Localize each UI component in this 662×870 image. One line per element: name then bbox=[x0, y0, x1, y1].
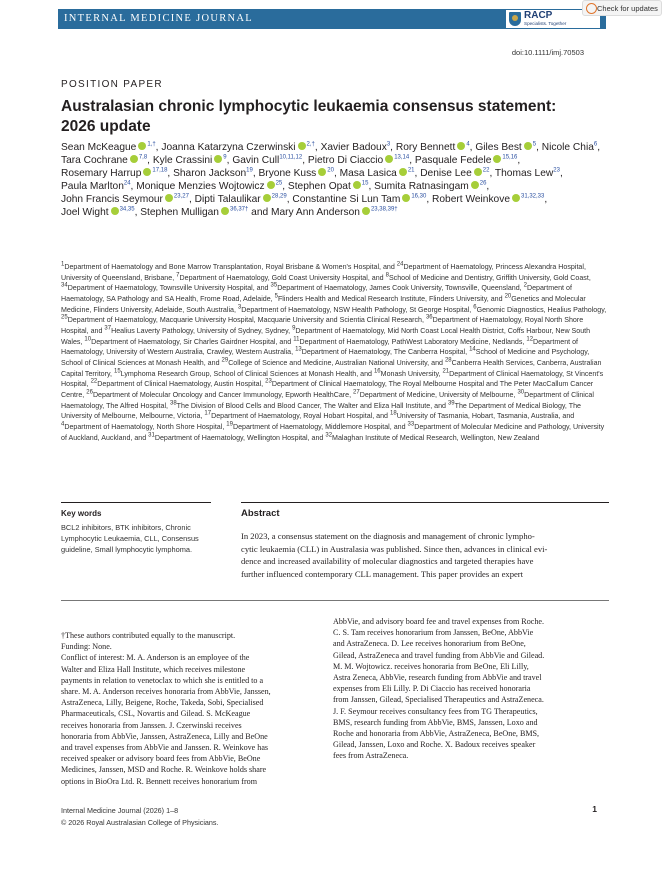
footnote-right-column bbox=[333, 616, 598, 762]
abstract-divider bbox=[241, 502, 609, 503]
affiliation-number: 38 bbox=[169, 400, 177, 407]
affiliation-text: Department of Clinical Haematology, The Alfred Hospital, bbox=[61, 390, 594, 410]
check-updates-icon bbox=[586, 3, 597, 14]
author-name[interactable]: Pasquale Fedele bbox=[414, 155, 492, 167]
affiliation-item bbox=[84, 338, 291, 346]
abstract-line: dence and increased availability of molecular diagnostics and targeted therapies have bbox=[241, 556, 534, 566]
orcid-icon[interactable] bbox=[267, 181, 275, 189]
footnote-divider bbox=[61, 600, 609, 601]
author-affiliation-ref[interactable]: 36,37† bbox=[229, 207, 249, 214]
author-item bbox=[321, 142, 391, 153]
affiliation-number: 6 bbox=[473, 304, 477, 311]
footnote-line: †These authors contributed equally to the manuscript. bbox=[61, 631, 236, 640]
affiliation-item bbox=[204, 412, 388, 420]
orcid-icon[interactable] bbox=[493, 155, 501, 163]
footnote-left-column bbox=[61, 630, 326, 787]
orcid-icon[interactable] bbox=[263, 194, 271, 202]
affiliation-item bbox=[222, 359, 443, 367]
racp-tagline: Specialists. Together bbox=[524, 21, 567, 26]
author-item bbox=[308, 155, 409, 166]
affiliation-text: Department of Haematology, Macquarie University Hospital, Macquarie University and Scientia Clinical Research, bbox=[67, 316, 424, 325]
footnote-line: AbbVie, and advisory board fee and travel expenses from Roche. bbox=[333, 617, 545, 626]
affiliation-text: Canberra Health Services, Canberra, Australian Capital Territory, bbox=[61, 358, 602, 378]
author-affiliation-ref[interactable]: 5 bbox=[532, 141, 537, 148]
affiliation-number: 9 bbox=[292, 325, 296, 332]
author-name[interactable]: Bryone Kuss bbox=[258, 168, 317, 180]
footnote-line: Funding: None. bbox=[61, 642, 112, 652]
affiliation-item bbox=[61, 263, 395, 271]
author-affiliation-ref[interactable]: 10,11,12 bbox=[279, 154, 303, 161]
affiliation-number: 8 bbox=[385, 272, 389, 279]
footnote-line: Walter and Eliza Hall Institute, which receives milestone bbox=[61, 664, 246, 674]
author-affiliation-ref[interactable]: 1,† bbox=[147, 141, 156, 148]
affiliation-text: The Division of Blood Cells and Blood Cancer, The Walter and Eliza Hall Institute, and bbox=[176, 401, 446, 410]
affiliation-number: 35 bbox=[270, 282, 278, 289]
journal-banner bbox=[58, 9, 606, 29]
affiliation-text: Department of Clinical Haematology, Austin Hospital, bbox=[97, 380, 264, 389]
author-affiliation-ref[interactable]: 17,18 bbox=[152, 167, 168, 174]
check-for-updates-button[interactable] bbox=[582, 0, 662, 16]
orcid-icon[interactable] bbox=[111, 207, 119, 215]
footnote-line: C. S. Tam receives honorarium from Janssen, BeOne, AbbVie bbox=[333, 628, 534, 638]
keywords-divider bbox=[61, 502, 211, 503]
affiliation-number: 39 bbox=[447, 400, 455, 407]
affiliation-text: Department of Haematology, SA Pathology and SA Health, Frome Road, Adelaide, bbox=[61, 284, 572, 303]
author-name[interactable]: Giles Best bbox=[475, 142, 522, 153]
affiliation-text: Department of Haematology, Princess Alexandra Hospital, University of Queensland, Brisbane, bbox=[61, 263, 586, 282]
author-item bbox=[475, 142, 536, 153]
author-item bbox=[195, 194, 287, 205]
affiliation-item bbox=[226, 423, 405, 431]
author-name[interactable]: Mary Ann Anderson bbox=[271, 207, 360, 219]
footnote-line: share. M. A. Anderson receives honoraria from AbbVie, Janssen, bbox=[61, 687, 271, 697]
footnote-line: M. M. Wojtowicz. receives honoraria from BeOne, Eli Lilly, bbox=[333, 661, 529, 671]
author-affiliation-ref[interactable]: 23,27 bbox=[173, 193, 189, 200]
orcid-icon[interactable] bbox=[143, 168, 151, 176]
author-affiliation-ref[interactable]: 4 bbox=[466, 141, 470, 148]
author-item bbox=[542, 142, 597, 153]
affiliation-number: 12 bbox=[526, 336, 534, 343]
footnote-line: Gilead, Janssen, Loxo and Roche. X. Badoux receives speaker bbox=[333, 740, 536, 750]
affiliation-number: 31 bbox=[148, 432, 155, 439]
orcid-icon[interactable] bbox=[474, 168, 482, 176]
affiliation-text: Department of Haematology, North Shore Hospital, bbox=[64, 422, 225, 431]
author-affiliation-ref[interactable]: 19 bbox=[246, 167, 253, 174]
affiliations bbox=[61, 262, 609, 443]
author-item bbox=[61, 168, 167, 179]
orcid-icon[interactable] bbox=[362, 207, 370, 215]
affiliation-number: 11 bbox=[293, 336, 300, 343]
affiliation-text: Monash University, bbox=[380, 369, 441, 378]
author-affiliation-ref[interactable]: 15 bbox=[361, 180, 369, 187]
orcid-icon[interactable] bbox=[457, 142, 465, 150]
affiliation-text: Department of Haematology, Townsville University Hospital, and bbox=[67, 284, 269, 293]
author-name[interactable]: Masa Lasica bbox=[339, 168, 397, 180]
footer-copyright: © 2026 Royal Australasian College of Physicians. bbox=[61, 818, 219, 827]
author-affiliation-ref[interactable]: 16,30 bbox=[411, 193, 427, 200]
affiliation-item bbox=[238, 306, 471, 314]
check-updates-label: Check for updates bbox=[597, 4, 658, 13]
article-title: Australasian chronic lymphocytic leukaemia consensus statement: 2026 update bbox=[61, 98, 557, 135]
affiliation-number: 32 bbox=[325, 432, 333, 439]
footnote-line: J. F. Seymour receives consultancy fees from TG Therapeutics, bbox=[333, 706, 538, 716]
affiliation-text: Genomic Diagnostics, Healius Pathology, bbox=[476, 305, 607, 314]
affiliation-item bbox=[91, 380, 264, 388]
affiliation-text: University of Tasmania, Hobart, Tasmania, Australia, and bbox=[396, 412, 575, 421]
affiliation-text: Department of Haematology, NSW Health Pathology, St George Hospital, bbox=[241, 305, 472, 314]
author-item bbox=[61, 207, 135, 218]
author-item bbox=[61, 155, 147, 166]
racp-name: RACP bbox=[524, 10, 553, 21]
affiliation-number: 22 bbox=[90, 378, 98, 385]
affiliation-text: Department of Molecular Oncology and Cancer Immunology, Epworth HealthCare, bbox=[92, 390, 352, 399]
author-affiliation-ref[interactable]: 6 bbox=[593, 141, 598, 148]
affiliation-number: 21 bbox=[442, 368, 450, 375]
author-affiliation-ref[interactable]: 28,29 bbox=[271, 193, 287, 200]
affiliation-number: 7 bbox=[176, 272, 180, 279]
author-name[interactable]: Gavin Cull bbox=[232, 155, 280, 167]
author-item bbox=[292, 194, 426, 205]
author-name[interactable]: Thomas Lew bbox=[494, 168, 554, 180]
author-item bbox=[61, 142, 156, 153]
affiliation-number: 13 bbox=[295, 346, 302, 353]
affiliation-number: 4 bbox=[61, 421, 65, 428]
orcid-icon[interactable] bbox=[165, 194, 173, 202]
affiliation-item bbox=[61, 423, 224, 431]
abstract-line: further influenced contemporary CLL management. This paper provides an expert bbox=[241, 568, 524, 579]
affiliation-item bbox=[374, 370, 440, 378]
author-item bbox=[161, 142, 315, 153]
footnote-line: and AstraZeneca. D. Lee receives honorarium from BeOne, bbox=[333, 639, 526, 649]
affiliation-number: 23 bbox=[265, 378, 272, 385]
author-item bbox=[61, 181, 131, 192]
author-name[interactable]: Denise Lee bbox=[420, 168, 472, 180]
affiliation-text: Department of Haematology, Royal North Shore Hospital, and bbox=[61, 316, 584, 335]
orcid-icon[interactable] bbox=[130, 155, 138, 163]
orcid-icon[interactable] bbox=[402, 194, 410, 202]
affiliation-text: Lymphoma Research Group, School of Clinical Sciences at Monash Health, and bbox=[120, 369, 372, 378]
author-item bbox=[271, 207, 398, 218]
footnote-line: Medicines, Janssen, MSD and Roche. R. Weinkove holds share bbox=[61, 765, 267, 775]
affiliation-item bbox=[176, 274, 383, 282]
author-affiliation-ref[interactable]: 23,38,39† bbox=[370, 207, 398, 214]
orcid-icon[interactable] bbox=[138, 142, 146, 150]
abstract-text bbox=[241, 530, 609, 580]
affiliation-text: Department of Haematology, PathWest Laboratory Medicine, Nedlands, bbox=[299, 337, 525, 346]
author-affiliation-ref[interactable]: 13,14 bbox=[394, 154, 410, 161]
author-affiliation-ref[interactable]: 22 bbox=[482, 167, 490, 174]
affiliation-number: 5 bbox=[274, 293, 278, 300]
author-name[interactable]: Constantine Si Lun Tam bbox=[292, 194, 401, 206]
affiliation-number: 1 bbox=[61, 261, 65, 268]
author-affiliation-ref[interactable]: 2,† bbox=[306, 141, 315, 148]
affiliation-number: 28 bbox=[444, 357, 452, 364]
affiliation-text: Department of Haematology, Mid North Coast Local Health District, Coffs Harbour, New South Wales, bbox=[61, 326, 591, 346]
author-affiliation-ref[interactable]: 26 bbox=[479, 180, 487, 187]
abstract-heading: Abstract bbox=[241, 508, 280, 519]
affiliation-text: Department of Haematology, University of Western Australia, Crawley, Western Australia, bbox=[61, 337, 578, 357]
author-affiliation-ref[interactable]: 9 bbox=[223, 154, 227, 161]
affiliation-number: 20 bbox=[504, 293, 512, 300]
affiliation-text: Department of Clinical Haematology, The Royal Melbourne Hospital and The Peter MacCallum Cancer Centre, bbox=[61, 380, 594, 399]
keywords-heading: Key words bbox=[61, 509, 102, 518]
affiliation-number: 26 bbox=[86, 389, 93, 396]
author-item bbox=[153, 155, 227, 166]
author-name[interactable]: Sean McKeague bbox=[61, 142, 137, 153]
author-item bbox=[420, 168, 489, 179]
affiliation-item bbox=[275, 295, 503, 303]
affiliation-text: School of Medicine and Dentistry, Griffith University, Gold Coast, bbox=[388, 273, 591, 282]
footnote-line: Gilead, AstraZeneca and travel funding from AbbVie and Gilead. bbox=[333, 650, 545, 660]
affiliation-number: 27 bbox=[353, 389, 360, 396]
affiliation-number: 19 bbox=[226, 421, 233, 428]
author-affiliation-ref[interactable]: 21 bbox=[407, 167, 415, 174]
footer-journal-reference: Internal Medicine Journal (2026) 1–8 bbox=[61, 806, 179, 815]
footnote-line: received speaker or advisory board fees from AbbVie, BeOne bbox=[61, 754, 261, 764]
affiliation-text: Department of Haematology, The Canberra Hospital, bbox=[301, 348, 468, 357]
author-affiliation-ref[interactable]: 3 bbox=[386, 141, 391, 148]
author-item bbox=[173, 168, 253, 179]
orcid-icon[interactable] bbox=[318, 168, 326, 176]
affiliation-item bbox=[271, 284, 522, 292]
affiliation-item bbox=[148, 434, 323, 442]
author-item bbox=[288, 181, 369, 192]
affiliation-item bbox=[295, 348, 467, 356]
affiliation-item bbox=[104, 327, 290, 335]
author-item bbox=[340, 168, 415, 179]
affiliation-item bbox=[170, 402, 446, 410]
affiliation-number: 17 bbox=[204, 410, 212, 417]
footnote-line: from Janssen, Gilead, Specialised Therapeutics and AstraZeneca. bbox=[333, 695, 544, 705]
affiliation-text: The Department of Medical Biology, The University of Melbourne, Melbourne, Victoria, bbox=[61, 401, 581, 421]
author-item bbox=[432, 194, 544, 205]
footnote-line: BMS, research funding from AbbVie, BMS, Janssen, Loxo and bbox=[333, 717, 538, 727]
author-item bbox=[415, 155, 517, 166]
affiliation-text: Department of Haematology and Bone Marrow Transplantation, Royal Brisbane & Women's Hospital, and bbox=[64, 263, 395, 271]
author-affiliation-ref[interactable]: 34,35 bbox=[119, 207, 135, 214]
affiliation-number: 25 bbox=[61, 314, 68, 321]
author-name[interactable]: Tara Cochrane bbox=[61, 155, 128, 167]
orcid-icon[interactable] bbox=[353, 181, 361, 189]
author-name[interactable]: Joanna Katarzyna Czerwinski bbox=[161, 142, 296, 153]
footnote-line: honoraria from AbbVie, Janssen, AstraZeneca, Lilly and BeOne bbox=[61, 731, 268, 741]
orcid-icon[interactable] bbox=[214, 155, 222, 163]
affiliation-text: Healius Laverty Pathology, University of Sydney, Sydney, bbox=[111, 326, 291, 335]
author-list: Sean McKeague $^{1,\dagger}$, Joanna Katarzyna Czerwinski $^{2,\dagger}$, Xavier Badoux$^3$, Rory Bennett $^4$, Giles Best $^5$, Nicole Chia$^6$, Tara Cochrane $^{7,8}$, Kyle Crassini $^9$, Gavin Cull$^{10,11,12}$, Pietro Di Ciaccio $^{13,14}$, Pasquale Fedele $^{15,16}$, Rosemary Harrup $^{17,18}$, Sharon Jackson$^{19}$, Bryone Kuss $^{20}$, Masa Lasica $^{21}$, Denise Lee $^{22}$, Thomas Lew$^{23}$, Paula Marlton$^{24}$, Monique Menzies Wojtowicz $^{25}$, Stephen Opat $^{15}$, Sumita Ratnasingam $^{26}$, John Francis Seymour $^{23,27}$, Dipti Talaulikar $^{28,29}$, Constantine Si Lun Tam $^{16,30}$, Robert Weinkove $^{31,32,33}$, Joel Wight $^{34,35}$, Stephen Mulligan $^{36,37\dagger}$ and Mary Ann Anderson $^{23,38,39\dagger}$ bbox=[61, 141, 601, 219]
affiliation-text: Department of Medicine, University of Melbourne, bbox=[359, 390, 516, 399]
affiliation-text: Malaghan Institute of Medical Research, Wellington, New Zealand bbox=[332, 433, 540, 442]
affiliation-item bbox=[293, 338, 524, 346]
racp-crest-icon bbox=[509, 12, 521, 26]
affiliation-number: 14 bbox=[469, 346, 476, 353]
author-name[interactable]: Xavier Badoux bbox=[320, 142, 387, 153]
affiliation-item bbox=[473, 306, 606, 314]
author-name[interactable]: Sharon Jackson bbox=[173, 168, 247, 180]
author-name[interactable]: Rory Bennett bbox=[395, 142, 456, 153]
footnote-line: AstraZeneca, Lilly, Beigene, Roche, Takeda, Sobi, Specialised bbox=[61, 698, 264, 708]
affiliation-number: 30 bbox=[517, 389, 525, 396]
footnote-line: options in BioOra Ltd. R. Bennett receives honorarium from bbox=[61, 776, 258, 786]
abstract-line: In 2023, a consensus statement on the diagnosis and management of chronic lympho- bbox=[241, 531, 535, 541]
author-item bbox=[396, 142, 470, 153]
affiliation-number: 16 bbox=[373, 368, 381, 375]
footnote-line: Astra Zeneca, AbbVie, research funding from AbbVie and travel bbox=[333, 673, 542, 683]
orcid-icon[interactable] bbox=[524, 142, 532, 150]
affiliation-item bbox=[61, 284, 269, 292]
affiliation-item bbox=[386, 274, 591, 282]
page-number: 1 bbox=[592, 804, 597, 814]
footnote-line: and travel expenses from AbbVie and Janssen. R. Weinkove has bbox=[61, 743, 269, 753]
author-name[interactable]: Dipti Talaulikar bbox=[194, 194, 261, 206]
affiliation-number: 37 bbox=[104, 325, 112, 332]
author-affiliation-ref[interactable]: 23 bbox=[553, 167, 560, 174]
author-item bbox=[61, 194, 189, 205]
affiliation-number: 2 bbox=[523, 282, 527, 289]
affiliation-text: School of Medicine and Psychology, School of Clinical Sciences at Monash Health, and bbox=[61, 348, 590, 367]
affiliation-item bbox=[390, 412, 574, 420]
author-item bbox=[232, 155, 302, 166]
section-label: POSITION PAPER bbox=[61, 79, 163, 90]
affiliation-text: Department of Clinical Haematology, St Vincent's Hospital, bbox=[61, 369, 604, 389]
affiliation-text: Department of Haematology, Sir Charles Gairdner Hospital, and bbox=[91, 337, 292, 346]
orcid-icon[interactable] bbox=[298, 142, 306, 150]
author-name[interactable]: Rosemary Harrup bbox=[61, 168, 142, 180]
abstract-line: cytic leukaemia (CLL) in Australasia was published. Since then, advances in clinical evi- bbox=[241, 543, 548, 554]
orcid-icon[interactable] bbox=[512, 194, 520, 202]
affiliation-number: 3 bbox=[237, 304, 242, 311]
affiliation-number: 10 bbox=[84, 336, 92, 343]
author-affiliation-ref[interactable]: 25 bbox=[275, 180, 283, 187]
author-name[interactable]: Stephen Opat bbox=[287, 181, 351, 193]
affiliation-item bbox=[353, 391, 515, 399]
footnote-line: Pharmaceuticals, CSL, Novartis and Gilead. S. McKeague bbox=[61, 709, 251, 719]
author-name[interactable]: Joel Wight bbox=[61, 207, 109, 219]
author-affiliation-ref[interactable]: 15,16 bbox=[502, 154, 518, 161]
affiliation-number: 15 bbox=[113, 368, 121, 375]
footnote-line: payments in relation to venetoclax to which she is entitled to a bbox=[61, 675, 264, 685]
orcid-icon[interactable] bbox=[399, 168, 407, 176]
author-affiliation-ref[interactable]: 31,32,33 bbox=[520, 193, 545, 200]
affiliation-item bbox=[114, 370, 372, 378]
affiliation-text: Department of Haematology, Wellington Hospital, and bbox=[154, 433, 324, 442]
affiliation-text: College of Science and Medicine, Australian National University, and bbox=[228, 358, 443, 367]
orcid-icon[interactable] bbox=[471, 181, 479, 189]
author-name[interactable]: Stephen Mulligan bbox=[140, 207, 219, 219]
affiliation-number: 18 bbox=[390, 410, 397, 417]
affiliation-item bbox=[325, 434, 539, 442]
affiliation-text: Flinders Health and Medical Research Institute, Flinders University, and bbox=[277, 294, 503, 303]
affiliation-item bbox=[61, 316, 424, 324]
author-item bbox=[136, 181, 282, 192]
affiliation-number: 34 bbox=[61, 282, 68, 289]
author-item bbox=[140, 207, 248, 218]
orcid-icon[interactable] bbox=[385, 155, 393, 163]
author-affiliation-ref[interactable]: 24 bbox=[123, 180, 131, 187]
author-name[interactable]: Monique Menzies Wojtowicz bbox=[136, 181, 265, 193]
orcid-icon[interactable] bbox=[221, 207, 229, 215]
journal-banner-title: INTERNAL MEDICINE JOURNAL bbox=[64, 13, 254, 24]
author-affiliation-ref[interactable]: 7,8 bbox=[138, 154, 148, 161]
affiliation-text: Department of Molecular Medicine and Pathology, University of Auckland, Auckland, and bbox=[61, 422, 605, 442]
affiliation-number: 29 bbox=[221, 357, 229, 364]
affiliation-text: Department of Haematology, Royal Hobart Hospital, and bbox=[211, 412, 389, 421]
footnote-line: receives honoraria from Janssen. J. Czerwinski receives bbox=[61, 720, 242, 730]
affiliation-number: 36 bbox=[425, 314, 433, 321]
affiliation-text: Department of Haematology, Gold Coast University Hospital, and bbox=[179, 273, 384, 282]
author-name[interactable]: Kyle Crassini bbox=[152, 155, 213, 167]
doi-link[interactable]: doi:10.1111/imj.70503 bbox=[511, 48, 584, 57]
footnote-line: fees from AstraZeneca. bbox=[333, 751, 409, 761]
footnote-line: expenses from Eli Lilly. P. Di Ciaccio has received honoraria bbox=[333, 684, 531, 694]
author-name[interactable]: John Francis Seymour bbox=[61, 194, 163, 206]
author-name[interactable]: Robert Weinkove bbox=[432, 194, 510, 206]
author-item bbox=[495, 168, 560, 179]
footnote-line: Conflict of interest: M. A. Anderson is an employee of the bbox=[61, 653, 250, 663]
author-name[interactable]: Pietro Di Ciaccio bbox=[307, 155, 384, 167]
affiliation-text: Department of Haematology, Middlemore Hospital, and bbox=[232, 422, 406, 431]
affiliation-number: 33 bbox=[407, 421, 415, 428]
affiliation-text: Genetics and Molecular Medicine, Flinders University, Adelaide, South Australia, bbox=[61, 294, 586, 314]
author-name[interactable]: Paula Marlton bbox=[61, 181, 124, 193]
author-item bbox=[374, 181, 486, 192]
footnote-line: Roche and honoraria from AbbVie, AstraZeneca, BeOne, BMS, bbox=[333, 729, 540, 739]
keywords-text: BCL2 inhibitors, BTK inhibitors, Chronic Lymphocytic Leukaemia, CLL, Consensus guideline, Small lymphocytic lymphoma. bbox=[61, 523, 199, 554]
author-item bbox=[259, 168, 334, 179]
author-name[interactable]: Sumita Ratnasingam bbox=[374, 181, 469, 193]
affiliation-item bbox=[86, 391, 351, 399]
affiliation-text: Department of Haematology, James Cook University, Townsville, Queensland, bbox=[277, 284, 522, 293]
author-name[interactable]: Nicole Chia bbox=[541, 142, 594, 153]
affiliation-number: 24 bbox=[396, 261, 404, 268]
author-affiliation-ref[interactable]: 20 bbox=[327, 167, 334, 174]
